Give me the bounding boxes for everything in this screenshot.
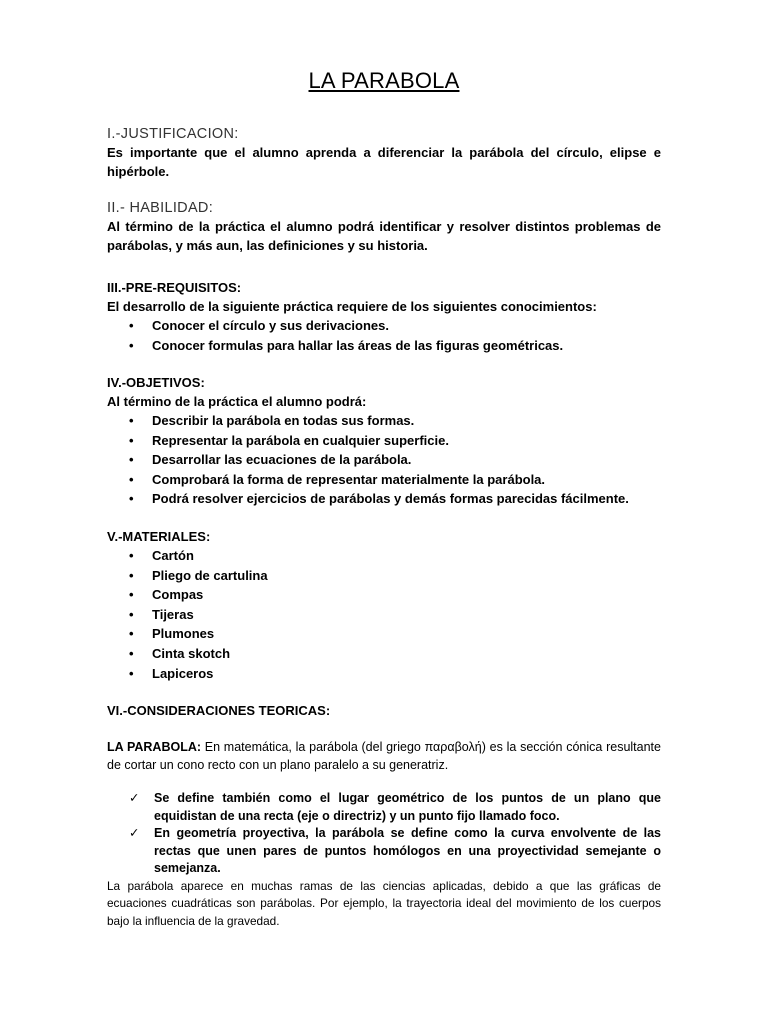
list-item [107, 566, 661, 586]
document-page [107, 0, 661, 1024]
check-item [107, 825, 661, 878]
list-item-text: Cartón [152, 548, 194, 563]
list-item-text: Lapiceros [152, 665, 214, 681]
section-heading: IV.-OBJETIVOS: [107, 375, 205, 390]
list-item [107, 489, 661, 509]
section-text: Al término de la práctica el alumno podrá identificar y resolver distintos problemas de parábolas, y más aun, las definiciones y su historia. [107, 219, 661, 253]
list-item [107, 450, 661, 470]
bullet-icon: • [129, 491, 134, 507]
list-item [107, 664, 661, 684]
section-consideraciones [107, 701, 661, 930]
list-item [107, 546, 661, 566]
bullet-icon: • [129, 665, 134, 681]
bullet-icon: • [129, 318, 134, 333]
list-item-text: Describir la parábola en todas sus formas. [152, 413, 415, 428]
section-habilidad [107, 200, 661, 255]
list-item [107, 470, 661, 490]
section-materiales [107, 527, 661, 683]
bullet-icon: • [129, 567, 134, 583]
list-item-text: Tijeras [152, 606, 194, 622]
list-item-text: Conocer formulas para hallar las áreas de las figuras geométricas. [152, 337, 564, 353]
section-prerequisitos [107, 278, 661, 355]
list-item-text: Pliego de cartulina [152, 567, 268, 583]
list-item [107, 644, 661, 664]
bullet-icon: • [129, 645, 134, 661]
list-item-text: Representar la parábola en cualquier superficie. [152, 432, 449, 448]
bullet-icon: • [129, 471, 134, 487]
section-text: Es importante que el alumno aprenda a diferenciar la parábola del círculo, elipse e hipérbole. [107, 145, 661, 179]
list-item-text: Comprobará la forma de representar materialmente la parábola. [152, 471, 546, 487]
section-objetivos [107, 373, 661, 509]
list-item [107, 585, 661, 605]
list-item [107, 316, 661, 336]
bullet-list [107, 316, 661, 355]
bullet-icon: • [129, 626, 134, 642]
list-item-text: Plumones [152, 626, 215, 642]
section-heading: III.-PRE-REQUISITOS: [107, 280, 242, 295]
bullet-icon: • [129, 587, 134, 603]
check-icon: ✓ [129, 826, 140, 840]
bullet-icon: • [129, 548, 134, 563]
list-item [107, 431, 661, 451]
lead-text: En matemática, la parábola (del griego παραβολή) es la sección cónica resultante de cortar un cono recto con un plano paralelo a su generatriz. [107, 740, 661, 772]
list-item [107, 624, 661, 644]
bullet-icon: • [129, 432, 134, 448]
bullet-icon: • [129, 606, 134, 622]
section-intro: Al término de la práctica el alumno podrá: [107, 394, 367, 409]
list-item-text: Compas [152, 587, 204, 603]
section-lead [107, 738, 661, 774]
check-item-text: En geometría proyectiva, la parábola se define como la curva envolvente de las rectas que unen pares de puntos homólogos en una proyectividad semejante o semejanza. [154, 826, 661, 875]
check-list [107, 790, 661, 878]
section-heading: V.-MATERIALES: [107, 529, 211, 544]
section-heading: I.-JUSTIFICACION: [107, 126, 239, 142]
page-title: LA PARABOLA [308, 68, 460, 93]
section-heading: II.- HABILIDAD: [107, 200, 214, 216]
bullet-icon: • [129, 413, 134, 428]
list-item-text: Podrá resolver ejercicios de parábolas y demás formas parecidas fácilmente. [152, 491, 629, 507]
section-heading: VI.-CONSIDERACIONES TEORICAS: [107, 703, 331, 718]
list-item [107, 411, 661, 431]
list-item [107, 605, 661, 625]
check-item-text: Se define también como el lugar geométrico de los puntos de un plano que equidistan de una recta (eje o directriz) y un punto fijo llamado foco. [154, 791, 661, 823]
list-item-text: Desarrollar las ecuaciones de la parábola. [152, 452, 412, 468]
section-justificacion [107, 126, 661, 181]
list-item-text: Conocer el círculo y sus derivaciones. [152, 318, 389, 333]
bullet-icon: • [129, 452, 134, 468]
section-closing: La parábola aparece en muchas ramas de las ciencias aplicadas, debido a que las gráficas de ecuaciones cuadráticas son parábolas. Por ejemplo, la trayectoria ideal del movimiento de los cuerpos bajo la influencia de la gravedad. [107, 878, 661, 928]
list-item [107, 336, 661, 356]
bullet-list [107, 546, 661, 683]
section-intro: El desarrollo de la siguiente práctica requiere de los siguientes conocimientos: [107, 299, 597, 314]
list-item-text: Cinta skotch [152, 645, 231, 661]
check-icon: ✓ [129, 791, 140, 805]
lead-term: LA PARABOLA: [107, 740, 202, 754]
bullet-icon: • [129, 337, 134, 353]
bullet-list [107, 411, 661, 509]
check-item [107, 790, 661, 825]
